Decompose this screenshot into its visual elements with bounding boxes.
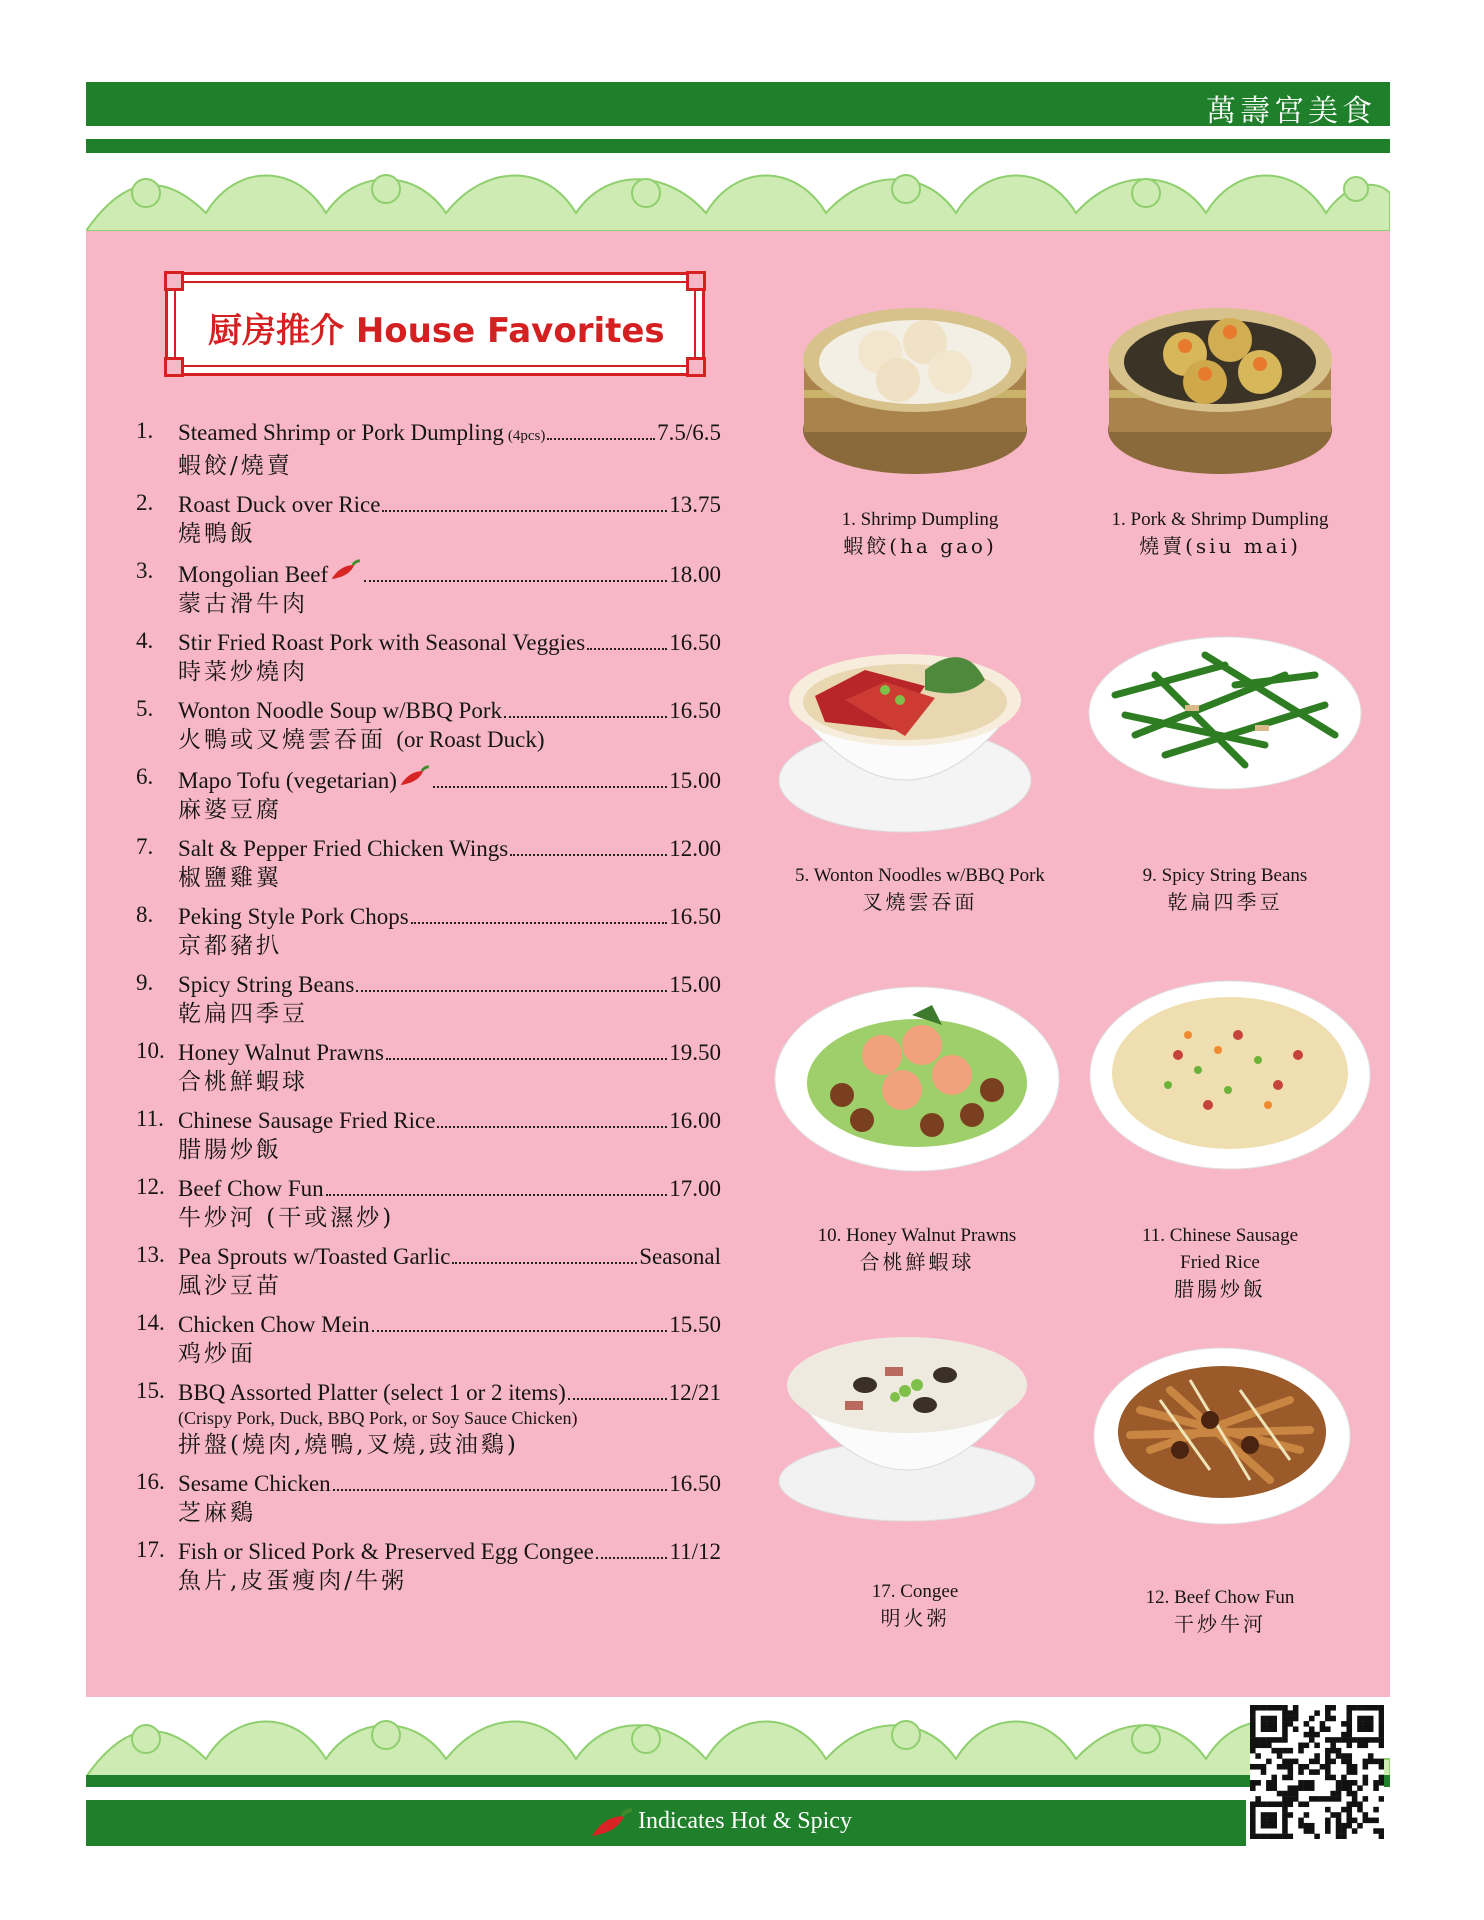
caption-zh: 叉燒雲吞面 bbox=[862, 890, 978, 914]
menu-item bbox=[136, 490, 721, 549]
chili-pepper-icon bbox=[397, 764, 431, 788]
menu-item bbox=[136, 1378, 721, 1460]
caption-en: 11. Chinese Sausage bbox=[1141, 1225, 1299, 1246]
leader-dots bbox=[452, 1258, 637, 1264]
menu-item bbox=[136, 902, 721, 961]
item-price: 16.50 bbox=[669, 630, 721, 655]
header-stripe bbox=[86, 139, 1390, 153]
chili-pepper-icon bbox=[588, 1806, 634, 1840]
caption-en: 1. Pork & Shrimp Dumpling bbox=[1111, 509, 1329, 530]
item-name: Steamed Shrimp or Pork Dumpling bbox=[178, 420, 504, 445]
menu-item bbox=[136, 558, 721, 619]
leader-dots bbox=[504, 712, 667, 718]
leader-dots bbox=[547, 434, 655, 440]
spicy-legend: Indicates Hot & Spicy bbox=[638, 1808, 852, 1834]
leader-dots bbox=[356, 986, 667, 992]
item-name: Pea Sprouts w/Toasted Garlic bbox=[178, 1244, 451, 1269]
caption-zh: 合桃鮮蝦球 bbox=[859, 1250, 975, 1274]
caption-zh: 明火粥 bbox=[880, 1606, 950, 1630]
wave-border-top bbox=[86, 153, 1390, 231]
item-name-zh: 拼盤(燒肉,燒鴨,叉燒,豉油鷄) bbox=[178, 1432, 519, 1458]
menu-item bbox=[136, 628, 721, 687]
item-name-zh: 京都豬扒 bbox=[178, 933, 282, 959]
item-name: BBQ Assorted Platter (select 1 or 2 items) bbox=[178, 1380, 566, 1405]
section-title bbox=[208, 303, 665, 352]
item-number: 5. bbox=[136, 696, 154, 721]
item-name-zh: 合桃鮮蝦球 bbox=[178, 1069, 308, 1095]
item-name-extra: (or Roast Duck) bbox=[396, 727, 545, 752]
section-title-zh: 厨房推介 bbox=[208, 311, 344, 351]
item-number: 1. bbox=[136, 418, 154, 443]
item-name: Wonton Noodle Soup w/BBQ Pork bbox=[178, 698, 502, 723]
photo-congee bbox=[775, 1305, 1040, 1525]
caption-zh: 乾扁四季豆 bbox=[1167, 890, 1283, 914]
item-name-zh: 鸡炒面 bbox=[178, 1341, 256, 1367]
item-price: 15.50 bbox=[669, 1312, 721, 1337]
item-name-zh: 芝麻鷄 bbox=[178, 1500, 256, 1526]
item-number: 6. bbox=[136, 764, 154, 789]
item-name-zh: 風沙豆苗 bbox=[178, 1273, 282, 1299]
menu-item bbox=[136, 1537, 721, 1596]
caption-en: 12. Beef Chow Fun bbox=[1145, 1587, 1295, 1608]
qr-code[interactable] bbox=[1250, 1705, 1384, 1839]
leader-dots bbox=[386, 1054, 667, 1060]
section-title-en: House Favorites bbox=[355, 311, 665, 351]
item-price: 16.00 bbox=[669, 1108, 721, 1133]
menu-item bbox=[136, 418, 721, 481]
item-name-zh: 牛炒河 (干或濕炒) bbox=[178, 1205, 395, 1231]
menu-item bbox=[136, 1174, 721, 1233]
item-price: 15.00 bbox=[669, 972, 721, 997]
item-name: Chicken Chow Mein bbox=[178, 1312, 370, 1337]
caption-en: 17. Congee bbox=[871, 1581, 959, 1602]
caption-congee bbox=[760, 1578, 1070, 1632]
caption-shrimp-dumpling bbox=[770, 506, 1070, 560]
item-name: Spicy String Beans bbox=[178, 972, 355, 997]
item-name: Honey Walnut Prawns bbox=[178, 1040, 384, 1065]
footer-bar bbox=[86, 1800, 1246, 1846]
item-name: Roast Duck over Rice bbox=[178, 492, 381, 517]
item-price: 16.50 bbox=[669, 904, 721, 929]
leader-dots bbox=[587, 644, 667, 650]
item-number: 3. bbox=[136, 558, 154, 583]
item-name-zh: 麻婆豆腐 bbox=[178, 797, 282, 823]
menu-item bbox=[136, 764, 721, 825]
caption-en: 5. Wonton Noodles w/BBQ Pork bbox=[795, 865, 1045, 886]
item-number: 12. bbox=[136, 1174, 165, 1199]
menu-item bbox=[136, 1106, 721, 1165]
item-price: 18.00 bbox=[669, 562, 721, 587]
restaurant-name: 萬壽宮美食 bbox=[1206, 94, 1376, 129]
item-number: 13. bbox=[136, 1242, 165, 1267]
chili-pepper-icon bbox=[328, 558, 362, 582]
menu-item bbox=[136, 1242, 721, 1301]
item-number: 7. bbox=[136, 834, 154, 859]
item-price: 17.00 bbox=[669, 1176, 721, 1201]
leader-dots bbox=[411, 918, 668, 924]
item-name: Peking Style Pork Chops bbox=[178, 904, 409, 929]
caption-wonton-noodles bbox=[755, 862, 1085, 916]
item-number: 17. bbox=[136, 1537, 165, 1562]
photo-wonton-noodles bbox=[775, 610, 1035, 840]
leader-dots bbox=[364, 576, 667, 582]
leader-dots bbox=[437, 1122, 667, 1128]
item-name: Chinese Sausage Fried Rice bbox=[178, 1108, 436, 1133]
menu-item bbox=[136, 1038, 721, 1097]
item-price: Seasonal bbox=[639, 1244, 721, 1269]
photo-shrimp-dumpling bbox=[800, 280, 1030, 480]
item-number: 14. bbox=[136, 1310, 165, 1335]
caption-walnut-prawns bbox=[757, 1222, 1077, 1276]
item-name: Mapo Tofu (vegetarian) bbox=[178, 768, 397, 793]
item-number: 15. bbox=[136, 1378, 165, 1403]
item-price: 13.75 bbox=[669, 492, 721, 517]
menu-item bbox=[136, 834, 721, 893]
item-number: 2. bbox=[136, 490, 154, 515]
leader-dots bbox=[596, 1553, 668, 1559]
item-price: 15.00 bbox=[669, 768, 721, 793]
caption-zh: 蝦餃(ha gao) bbox=[843, 534, 997, 558]
item-name: Fish or Sliced Pork & Preserved Egg Congee bbox=[178, 1539, 594, 1564]
item-number: 4. bbox=[136, 628, 154, 653]
item-number: 9. bbox=[136, 970, 154, 995]
item-name-zh: 時菜炒燒肉 bbox=[178, 659, 308, 685]
menu-list bbox=[136, 418, 721, 1605]
menu-item bbox=[136, 696, 721, 755]
menu-item bbox=[136, 970, 721, 1029]
leader-dots bbox=[510, 850, 667, 856]
item-price: 12/21 bbox=[668, 1380, 721, 1405]
item-number: 11. bbox=[136, 1106, 164, 1131]
item-name-zh: 蝦餃/燒賣 bbox=[178, 453, 293, 479]
caption-fried-rice bbox=[1070, 1222, 1370, 1303]
item-price: 11/12 bbox=[669, 1539, 721, 1564]
photo-walnut-prawns bbox=[772, 975, 1062, 1175]
item-price: 12.00 bbox=[669, 836, 721, 861]
wave-border-bottom bbox=[86, 1697, 1390, 1777]
frame-corner bbox=[164, 357, 184, 377]
leader-dots bbox=[568, 1394, 667, 1400]
item-name-zh: 魚片,皮蛋瘦肉/牛粥 bbox=[178, 1568, 408, 1594]
caption-string-beans bbox=[1075, 862, 1375, 916]
caption-beef-chow-fun bbox=[1070, 1584, 1370, 1638]
section-title-frame bbox=[165, 272, 705, 376]
item-name-zh: 乾扁四季豆 bbox=[178, 1001, 308, 1027]
item-number: 16. bbox=[136, 1469, 165, 1494]
leader-dots bbox=[382, 506, 667, 512]
item-number: 10. bbox=[136, 1038, 165, 1063]
item-name-zh: 椒鹽雞翼 bbox=[178, 865, 282, 891]
menu-item bbox=[136, 1310, 721, 1369]
leader-dots bbox=[333, 1485, 668, 1491]
photo-siu-mai bbox=[1105, 280, 1335, 480]
item-name-zh: 腊腸炒飯 bbox=[178, 1137, 282, 1163]
item-name-zh: 蒙古滑牛肉 bbox=[178, 591, 308, 617]
frame-corner bbox=[686, 271, 706, 291]
caption-zh: 干炒牛河 bbox=[1174, 1612, 1266, 1636]
header-bar bbox=[86, 82, 1390, 129]
menu-item bbox=[136, 1469, 721, 1528]
item-name: Sesame Chicken bbox=[178, 1471, 331, 1496]
item-note: (4pcs) bbox=[507, 428, 546, 444]
caption-en-line2: Fried Rice bbox=[1180, 1252, 1260, 1273]
item-name: Salt & Pepper Fried Chicken Wings bbox=[178, 836, 509, 861]
caption-zh: 燒賣(siu mai) bbox=[1139, 534, 1301, 558]
leader-dots bbox=[326, 1190, 668, 1196]
item-name: Stir Fried Roast Pork with Seasonal Veggies bbox=[178, 630, 586, 655]
leader-dots bbox=[433, 782, 667, 788]
item-price: 19.50 bbox=[669, 1040, 721, 1065]
caption-en: 9. Spicy String Beans bbox=[1142, 865, 1308, 886]
item-name-zh: 火鴨或叉燒雲吞面 bbox=[178, 727, 386, 753]
item-price: 16.50 bbox=[669, 698, 721, 723]
item-subtext: (Crispy Pork, Duck, BBQ Pork, or Soy Sauce Chicken) bbox=[178, 1408, 578, 1428]
item-number: 8. bbox=[136, 902, 154, 927]
caption-siu-mai bbox=[1070, 506, 1370, 560]
caption-zh: 腊腸炒飯 bbox=[1174, 1277, 1266, 1301]
footer-stripe bbox=[86, 1775, 1390, 1787]
item-price: 7.5/6.5 bbox=[657, 420, 721, 445]
caption-en: 1. Shrimp Dumpling bbox=[841, 509, 999, 530]
frame-corner bbox=[686, 357, 706, 377]
item-name-zh: 燒鴨飯 bbox=[178, 521, 256, 547]
caption-en: 10. Honey Walnut Prawns bbox=[817, 1225, 1017, 1246]
item-price: 16.50 bbox=[669, 1471, 721, 1496]
item-name: Beef Chow Fun bbox=[178, 1176, 324, 1201]
item-name: Mongolian Beef bbox=[178, 562, 329, 587]
frame-corner bbox=[164, 271, 184, 291]
leader-dots bbox=[372, 1326, 668, 1332]
photo-beef-chow-fun bbox=[1090, 1340, 1355, 1530]
photo-string-beans bbox=[1085, 625, 1365, 795]
photo-fried-rice bbox=[1088, 975, 1373, 1175]
